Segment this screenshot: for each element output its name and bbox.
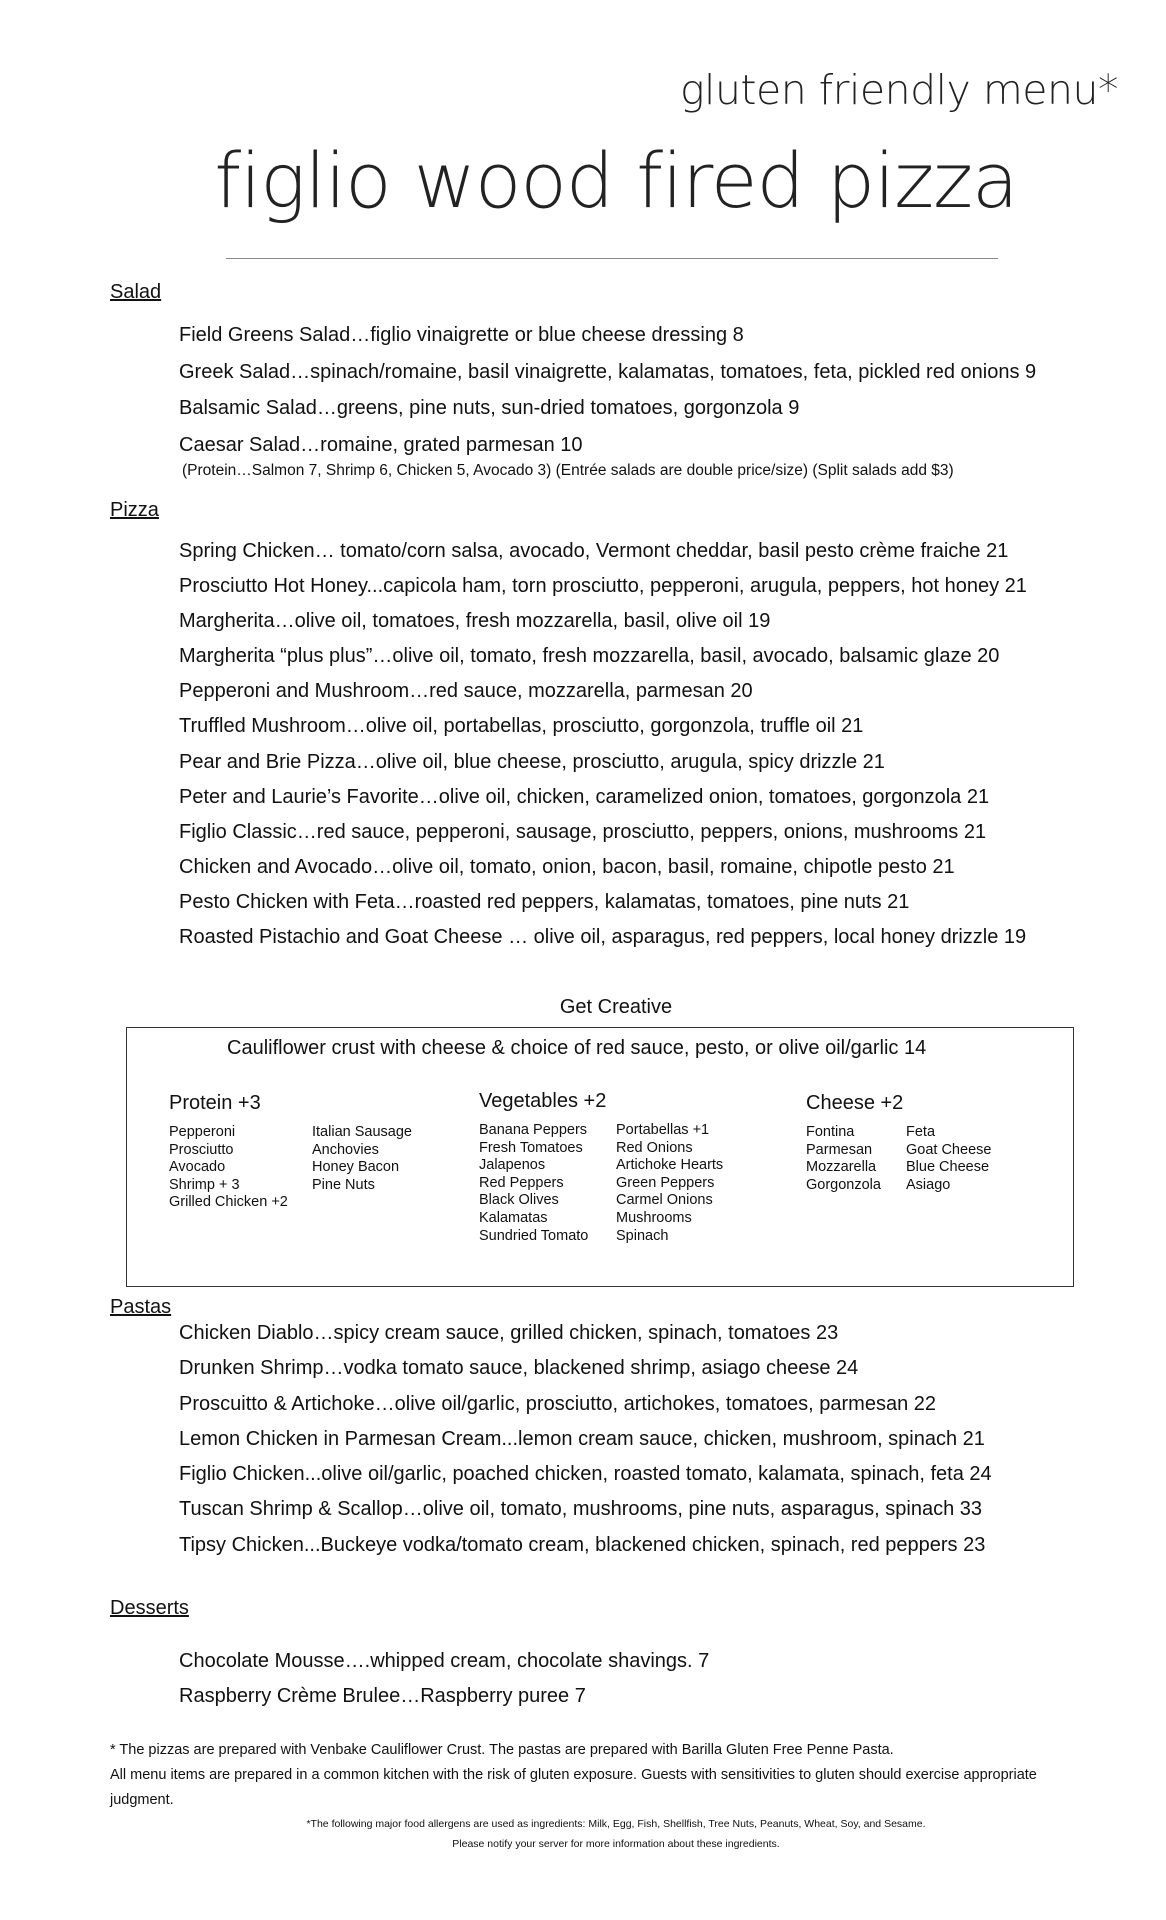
topping-item: Black Olives bbox=[479, 1192, 559, 1209]
topping-item: Jalapenos bbox=[479, 1157, 546, 1174]
protein-list-1 bbox=[169, 1124, 288, 1212]
topping-item: Italian Sausage bbox=[312, 1124, 412, 1140]
topping-item: Mushrooms bbox=[616, 1209, 692, 1226]
topping-item: Shrimp + 3 bbox=[169, 1176, 240, 1193]
menu-item-pesto-chicken-feta: Pesto Chicken with Feta…roasted red peppers, kalamatas, tomatoes, pine nuts 21 bbox=[179, 890, 910, 913]
footer-crust-note: * The pizzas are prepared with Venbake Cauliflower Crust. The pastas are prepared with Barilla Gluten Free Penne Pasta. bbox=[110, 1742, 894, 1758]
topping-item: Mozzarella bbox=[806, 1159, 877, 1176]
menu-item-drunken-shrimp: Drunken Shrimp…vodka tomato sauce, blackened shrimp, asiago cheese 24 bbox=[179, 1357, 859, 1380]
menu-item-tuscan-shrimp-scallop: Tuscan Shrimp & Scallop…olive oil, tomato, mushrooms, pine nuts, asparagus, spinach 33 bbox=[179, 1498, 982, 1521]
menu-item-pepperoni-mushroom: Pepperoni and Mushroom…red sauce, mozzarella, parmesan 20 bbox=[179, 680, 753, 703]
section-heading-salad: Salad bbox=[110, 281, 162, 303]
menu-item-spring-chicken: Spring Chicken… tomato/corn salsa, avocado, Vermont cheddar, basil pesto crème fraiche 21 bbox=[179, 540, 1009, 562]
footer-gluten-warning-end: judgment. bbox=[110, 1792, 174, 1808]
menu-item-margherita-plus-plus: Margherita “plus plus”…olive oil, tomato, fresh mozzarella, basil, avocado, balsamic glaze 20 bbox=[179, 645, 1000, 668]
menu-item-figlio-classic: Figlio Classic…red sauce, pepperoni, sausage, prosciutto, peppers, onions, mushrooms 21 bbox=[179, 820, 987, 843]
menu-item-chicken-diablo: Chicken Diablo…spicy cream sauce, grilled chicken, spinach, tomatoes 23 bbox=[179, 1322, 839, 1344]
footer-gluten-warning: All menu items are prepared in a common kitchen with the risk of gluten exposure. Guests with sensitivities to gluten should exercise appropriate bbox=[110, 1767, 1037, 1783]
notify-server-note: Please notify your server for more information about these ingredients. bbox=[452, 1838, 780, 1850]
topping-item: Parmesan bbox=[806, 1141, 873, 1158]
menu-item-chocolate-mousse: Chocolate Mousse….whipped cream, chocolate shavings. 7 bbox=[179, 1650, 710, 1672]
topping-item: Goat Cheese bbox=[906, 1141, 992, 1158]
topping-item: Blue Cheese bbox=[906, 1159, 990, 1176]
section-heading-pizza: Pizza bbox=[110, 499, 159, 521]
menu-item-prosciutto-hot-honey: Prosciutto Hot Honey...capicola ham, torn prosciutto, pepperoni, arugula, peppers, hot honey 21 bbox=[179, 575, 1027, 598]
topping-item: Honey Bacon bbox=[312, 1159, 400, 1176]
topping-item: Artichoke Hearts bbox=[616, 1157, 724, 1174]
vegetables-heading: Vegetables +2 bbox=[479, 1090, 607, 1112]
section-heading-pastas: Pastas bbox=[110, 1296, 172, 1318]
menu-item-chicken-avocado: Chicken and Avocado…olive oil, tomato, onion, bacon, basil, romaine, chipotle pesto 21 bbox=[179, 855, 955, 878]
salad-list bbox=[179, 317, 1036, 463]
allergen-note: *The following major food allergens are used as ingredients: Milk, Egg, Fish, Shellfish, Tree Nuts, Peanuts, Wheat, Soy, and Sesame. bbox=[306, 1818, 926, 1830]
pastas-list bbox=[179, 1316, 992, 1563]
topping-item: Carmel Onions bbox=[616, 1192, 713, 1209]
menu-item-truffled-mushroom: Truffled Mushroom…olive oil, portabellas, prosciutto, gorgonzola, truffle oil 21 bbox=[179, 715, 864, 738]
menu-item-greek-salad: Greek Salad…spinach/romaine, basil vinaigrette, kalamatas, tomatoes, feta, pickled red onions 9 bbox=[179, 360, 1037, 383]
menu-item-peter-laurie-favorite: Peter and Laurie’s Favorite…olive oil, chicken, caramelized onion, tomatoes, gorgonzola 21 bbox=[179, 785, 990, 808]
menu-item-balsamic-salad: Balsamic Salad…greens, pine nuts, sun-dried tomatoes, gorgonzola 9 bbox=[179, 397, 800, 419]
topping-item: Portabellas +1 bbox=[616, 1122, 710, 1138]
topping-item: Prosciutto bbox=[169, 1141, 234, 1158]
cauliflower-crust-base: Cauliflower crust with cheese & choice of red sauce, pesto, or olive oil/garlic 14 bbox=[227, 1037, 927, 1059]
topping-item: Feta bbox=[906, 1124, 936, 1140]
get-creative-heading: Get Creative bbox=[559, 996, 673, 1018]
topping-item: Grilled Chicken +2 bbox=[169, 1194, 288, 1211]
topping-item: Gorgonzola bbox=[806, 1176, 881, 1193]
topping-item: Kalamatas bbox=[479, 1209, 548, 1226]
topping-item: Fontina bbox=[806, 1124, 855, 1140]
topping-item: Red Peppers bbox=[479, 1174, 564, 1191]
topping-item: Anchovies bbox=[312, 1141, 379, 1158]
topping-item: Green Peppers bbox=[616, 1174, 715, 1191]
topping-item: Asiago bbox=[906, 1176, 951, 1193]
topping-item: Sundried Tomato bbox=[479, 1227, 589, 1244]
topping-item: Avocado bbox=[169, 1159, 226, 1176]
topping-item: Spinach bbox=[616, 1227, 669, 1244]
menu-item-field-greens-salad: Field Greens Salad…figlio vinaigrette or blue cheese dressing 8 bbox=[179, 324, 744, 346]
menu-item-margherita: Margherita…olive oil, tomatoes, fresh mozzarella, basil, olive oil 19 bbox=[179, 610, 771, 633]
vegetables-list-2 bbox=[616, 1122, 723, 1245]
menu-item-raspberry-creme-brulee: Raspberry Crème Brulee…Raspberry puree 7 bbox=[179, 1684, 586, 1707]
menu-item-pear-brie: Pear and Brie Pizza…olive oil, blue cheese, prosciutto, arugula, spicy drizzle 21 bbox=[179, 750, 885, 773]
topping-item: Banana Peppers bbox=[479, 1122, 588, 1138]
topping-item: Fresh Tomatoes bbox=[479, 1139, 583, 1156]
title-divider bbox=[226, 258, 998, 259]
vegetables-list-1 bbox=[479, 1122, 588, 1245]
protein-heading: Protein +3 bbox=[169, 1092, 261, 1114]
salad-protein-note: (Protein…Salmon 7, Shrimp 6, Chicken 5, Avocado 3) (Entrée salads are double price/size) (Split salads add $3) bbox=[182, 462, 954, 479]
desserts-list bbox=[179, 1644, 709, 1713]
topping-item: Red Onions bbox=[616, 1139, 693, 1156]
section-heading-desserts: Desserts bbox=[110, 1597, 189, 1619]
menu-subtitle: gluten friendly menu* bbox=[679, 66, 1118, 114]
topping-item: Pepperoni bbox=[169, 1124, 236, 1140]
cheese-list-2 bbox=[906, 1124, 991, 1194]
pizza-list bbox=[179, 534, 1027, 955]
build-your-own-box bbox=[126, 1027, 1074, 1287]
menu-item-proscuitto-artichoke: Proscuitto & Artichoke…olive oil/garlic, prosciutto, artichokes, tomatoes, parmesan 22 bbox=[179, 1392, 937, 1415]
menu-item-roasted-pistachio-goat-cheese: Roasted Pistachio and Goat Cheese … olive oil, asparagus, red peppers, local honey drizzle 19 bbox=[179, 926, 1027, 949]
menu-item-caesar-salad: Caesar Salad…romaine, grated parmesan 10 bbox=[179, 433, 583, 456]
menu-item-tipsy-chicken: Tipsy Chicken...Buckeye vodka/tomato cream, blackened chicken, spinach, red peppers 23 bbox=[179, 1533, 986, 1556]
restaurant-title: figlio wood fired pizza bbox=[214, 136, 1018, 225]
menu-item-figlio-chicken: Figlio Chicken...olive oil/garlic, poached chicken, roasted tomato, kalamata, spinach, feta 24 bbox=[179, 1463, 992, 1486]
topping-item: Pine Nuts bbox=[312, 1176, 375, 1193]
cheese-heading: Cheese +2 bbox=[806, 1092, 904, 1114]
menu-item-lemon-chicken: Lemon Chicken in Parmesan Cream...lemon cream sauce, chicken, mushroom, spinach 21 bbox=[179, 1427, 985, 1450]
cheese-list-1 bbox=[806, 1124, 881, 1194]
protein-list-2 bbox=[312, 1124, 412, 1194]
